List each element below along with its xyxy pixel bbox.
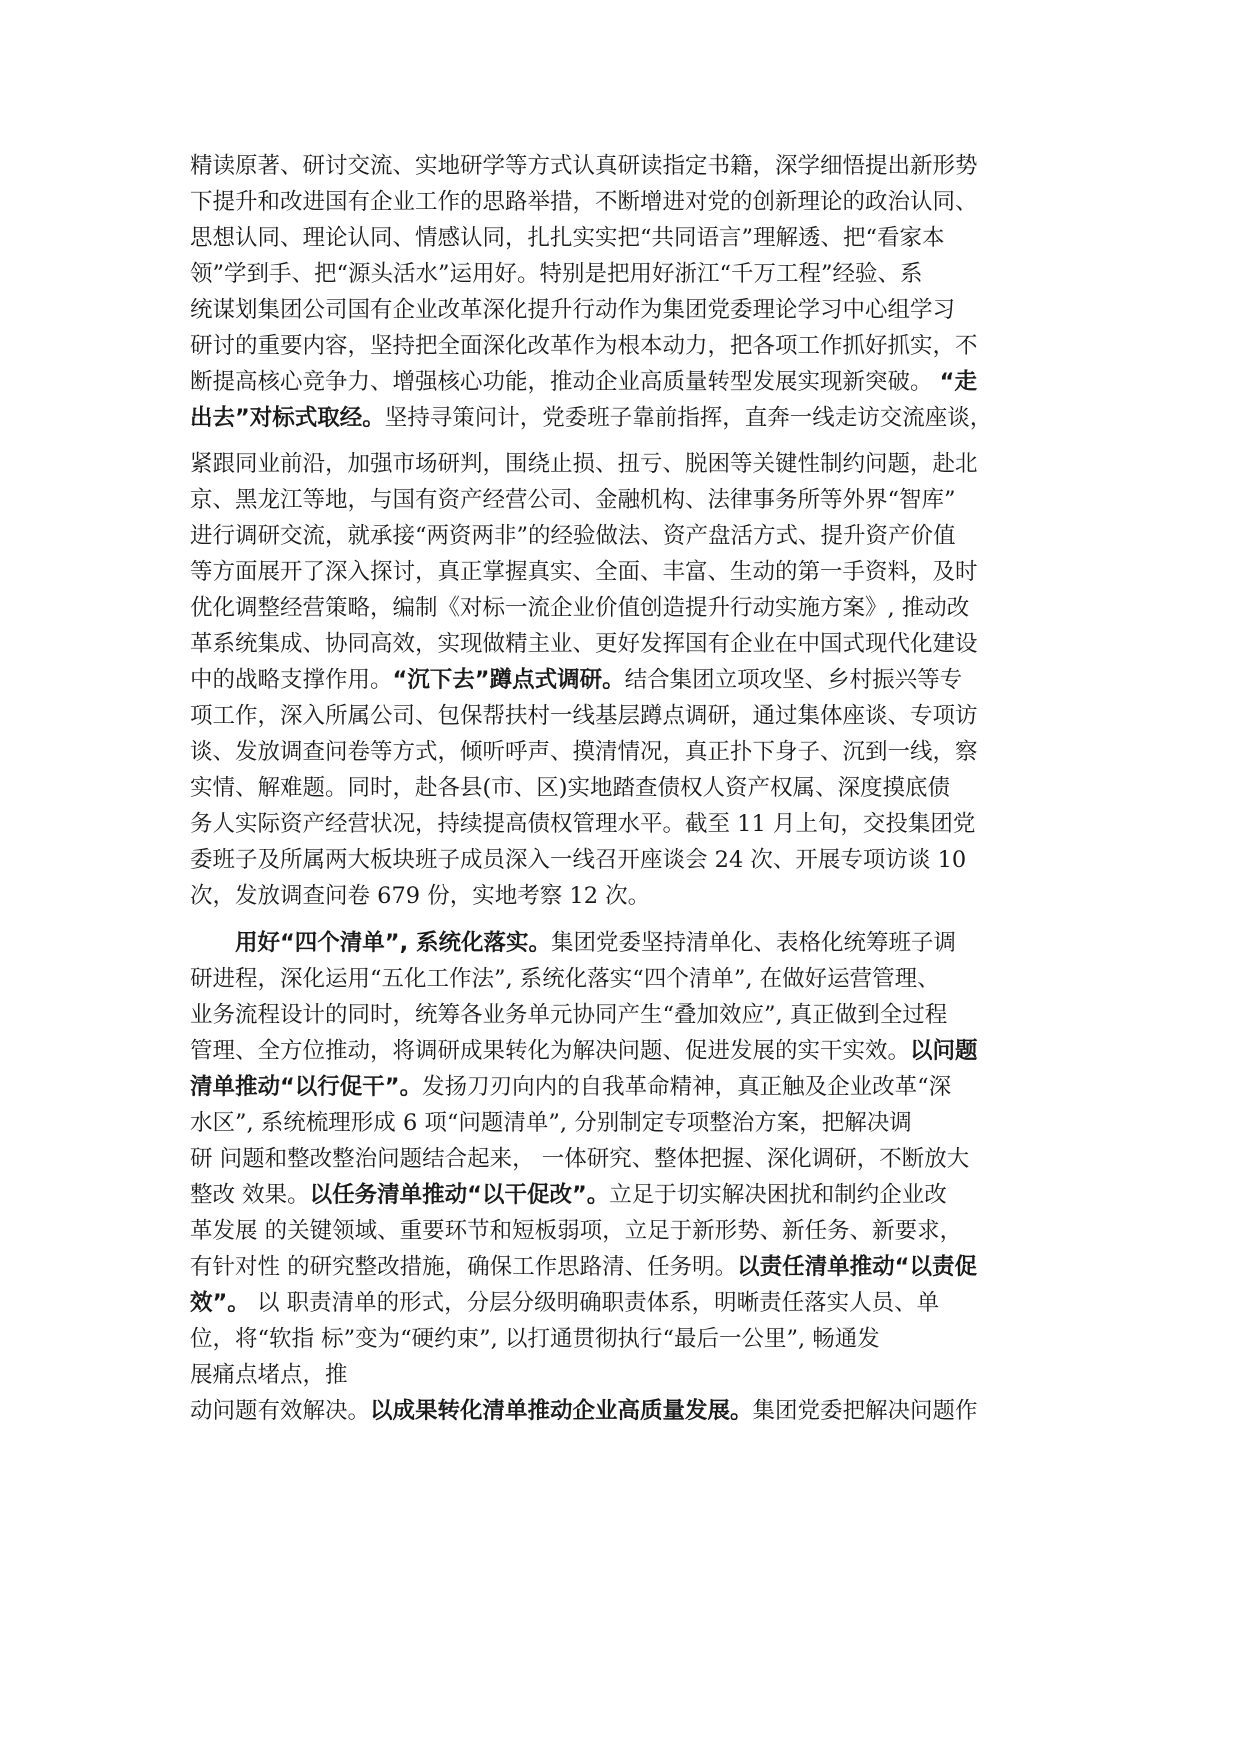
text-line xyxy=(190,328,1050,364)
body-text: 京、黑龙江等地，与国有资产经营公司、金融机构、法律事务所等外界“智库” xyxy=(190,487,956,513)
body-text: 研讨的重要内容，坚持把全面深化改革作为根本动力，把各项工作抓好抓实，不 xyxy=(190,333,978,359)
text-line xyxy=(190,1393,1050,1429)
body-text: 有针对性 的研究整改措施，确保工作思路清、任务明。 xyxy=(190,1254,738,1280)
body-text: 管理、全方位推动，将调研成果转化为解决问题、促进发展的实干实效。 xyxy=(190,1038,911,1064)
text-line xyxy=(190,1321,1050,1357)
bold-heading-text: 以责任清单推动“以责促 xyxy=(737,1254,977,1280)
body-text: 下提升和改进国有企业工作的思路举措，不断增进对党的创新理论的政治认同、 xyxy=(190,189,978,215)
body-text: 集团党委把解决问题作 xyxy=(752,1398,978,1424)
body-text: 领”学到手、把“源头活水”运用好。特别是把用好浙江“千万工程”经验、系 xyxy=(190,261,923,287)
text-line xyxy=(190,698,1050,734)
text-line xyxy=(190,1285,1050,1321)
text-line xyxy=(190,1105,1050,1141)
text-line xyxy=(190,662,1050,698)
text-line xyxy=(190,518,1050,554)
text-line xyxy=(190,446,1050,482)
body-text: 紧跟同业前沿，加强市场研判，围绕止损、扭亏、脱困等关键性制约问题，赴北 xyxy=(190,451,978,477)
text-line xyxy=(190,256,1050,292)
text-line xyxy=(190,1357,1050,1393)
bold-heading-text: “走 xyxy=(939,369,977,395)
body-text: 结合集团立项攻坚、乡村振兴等专 xyxy=(624,667,963,693)
body-text: 精读原著、研讨交流、实地研学等方式认真研读指定书籍，深学细悟提出新形势 xyxy=(190,153,978,179)
body-text: 谈、发放调查问卷等方式，倾听呼声、摸清情况，真正扑下身子、沉到一线，察 xyxy=(190,739,978,765)
text-line xyxy=(190,148,1050,184)
text-line xyxy=(190,878,1050,914)
text-line xyxy=(190,220,1050,256)
body-text: 项工作，深入所属公司、包保帮扶村一线基层蹲点调研，通过集体座谈、专项访 xyxy=(190,703,978,729)
body-text: 坚持寻策问计，党委班子靠前指挥，直奔一线走访交流座谈， xyxy=(384,405,993,431)
body-text: 立足于切实解决困扰和制约企业改 xyxy=(609,1182,947,1208)
text-line xyxy=(190,1033,1050,1069)
text-line xyxy=(190,292,1050,328)
body-text: 动问题有效解决。 xyxy=(190,1398,371,1424)
body-text: 思想认同、理论认同、情感认同，扎扎实实把“共同语言”理解透、把“看家本 xyxy=(190,225,945,251)
bold-heading-text: “沉下去”蹲点式调研。 xyxy=(392,667,625,693)
text-line xyxy=(190,1213,1050,1249)
text-line xyxy=(190,961,1050,997)
body-text: 次，发放调查问卷 679 份，实地考察 12 次。 xyxy=(190,883,651,909)
text-line xyxy=(190,1141,1050,1177)
body-text: 实情、解难题。同时，赴各县(市、区)实地踏查债权人资产权属、深度摸底债 xyxy=(190,775,951,801)
bold-heading-text: 清单推动“以行促干”。 xyxy=(190,1074,423,1100)
text-line xyxy=(190,400,1050,436)
body-text: 革系统集成、协同高效，实现做精主业、更好发挥国有企业在中国式现代化建设 xyxy=(190,631,978,657)
text-line xyxy=(190,734,1050,770)
text-line xyxy=(190,364,1050,400)
body-text: 委班子及所属两大板块班子成员深入一线召开座谈会 24 次、开展专项访谈 10 xyxy=(190,847,967,873)
text-line xyxy=(190,1177,1050,1213)
text-line xyxy=(190,590,1050,626)
text-line xyxy=(190,626,1050,662)
bold-heading-text: 以问题 xyxy=(910,1038,978,1064)
text-line xyxy=(190,554,1050,590)
text-line xyxy=(190,482,1050,518)
text-line xyxy=(190,770,1050,806)
text-line xyxy=(190,842,1050,878)
body-text: 统谋划集团公司国有企业改革深化提升行动作为集团党委理论学习中心组学习 xyxy=(190,297,956,323)
body-text: 研 问题和整改整治问题结合起来， 一体研究、整体把握、深化调研，不断放大 xyxy=(190,1146,970,1172)
bold-heading-text: 效”。 xyxy=(190,1290,250,1316)
body-text: 务人实际资产经营状况，持续提高债权管理水平。截至 11 月上旬，交投集团党 xyxy=(190,811,976,837)
body-text: 等方面展开了深入探讨，真正掌握真实、全面、丰富、生动的第一手资料，及时 xyxy=(190,559,978,585)
body-text: 优化调整经营策略，编制《对标一流企业价值创造提升行动实施方案》, 推动改 xyxy=(190,595,970,621)
body-text: 发扬刀刃向内的自我革命精神，真正触及企业改革“深 xyxy=(422,1074,952,1100)
body-text: 革发展 的关键领域、重要环节和短板弱项，立足于新形势、新任务、新要求， xyxy=(190,1218,963,1244)
text-line xyxy=(190,1249,1050,1285)
text-line xyxy=(190,997,1050,1033)
body-text: 进行调研交流，就承接“两资两非”的经验做法、资产盘活方式、提升资产价值 xyxy=(190,523,956,549)
text-line xyxy=(190,1069,1050,1105)
body-text xyxy=(190,930,235,956)
body-text: 以 职责清单的形式，分层分级明确职责体系，明晰责任落实人员、单 xyxy=(249,1290,940,1316)
bold-heading-text: 以成果转化清单推动企业高质量发展。 xyxy=(370,1398,753,1424)
bold-heading-text: 用好“四个清单”, 系统化落实。 xyxy=(235,930,551,956)
body-text: 集团党委坚持清单化、表格化统筹班子调 xyxy=(550,930,956,956)
bold-heading-text: 出去”对标式取经。 xyxy=(190,405,385,431)
body-text: 展痛点堵点，推 xyxy=(190,1362,348,1388)
body-text: 断提高核心竞争力、增强核心功能，推动企业高质量转型发展实现新突破。 xyxy=(190,369,940,395)
text-line xyxy=(190,184,1050,220)
text-line xyxy=(190,925,1050,961)
body-text: 整改 效果。 xyxy=(190,1182,310,1208)
bold-heading-text: 以任务清单推动“以干促改”。 xyxy=(309,1182,610,1208)
body-text: 水区”, 系统梳理形成 6 项“问题清单”, 分别制定专项整治方案，把解决调 xyxy=(190,1110,912,1136)
body-text: 研进程，深化运用“五化工作法”, 系统化落实“四个清单”, 在做好运营管理、 xyxy=(190,966,940,992)
body-text: 业务流程设计的同时，统筹各业务单元协同产生“叠加效应”, 真正做到全过程 xyxy=(190,1002,948,1028)
body-text: 位，将“软指 标”变为“硬约束”, 以打通贯彻执行“最后一公里”, 畅通发 xyxy=(190,1326,880,1352)
text-line xyxy=(190,806,1050,842)
body-text: 中的战略支撑作用。 xyxy=(190,667,393,693)
